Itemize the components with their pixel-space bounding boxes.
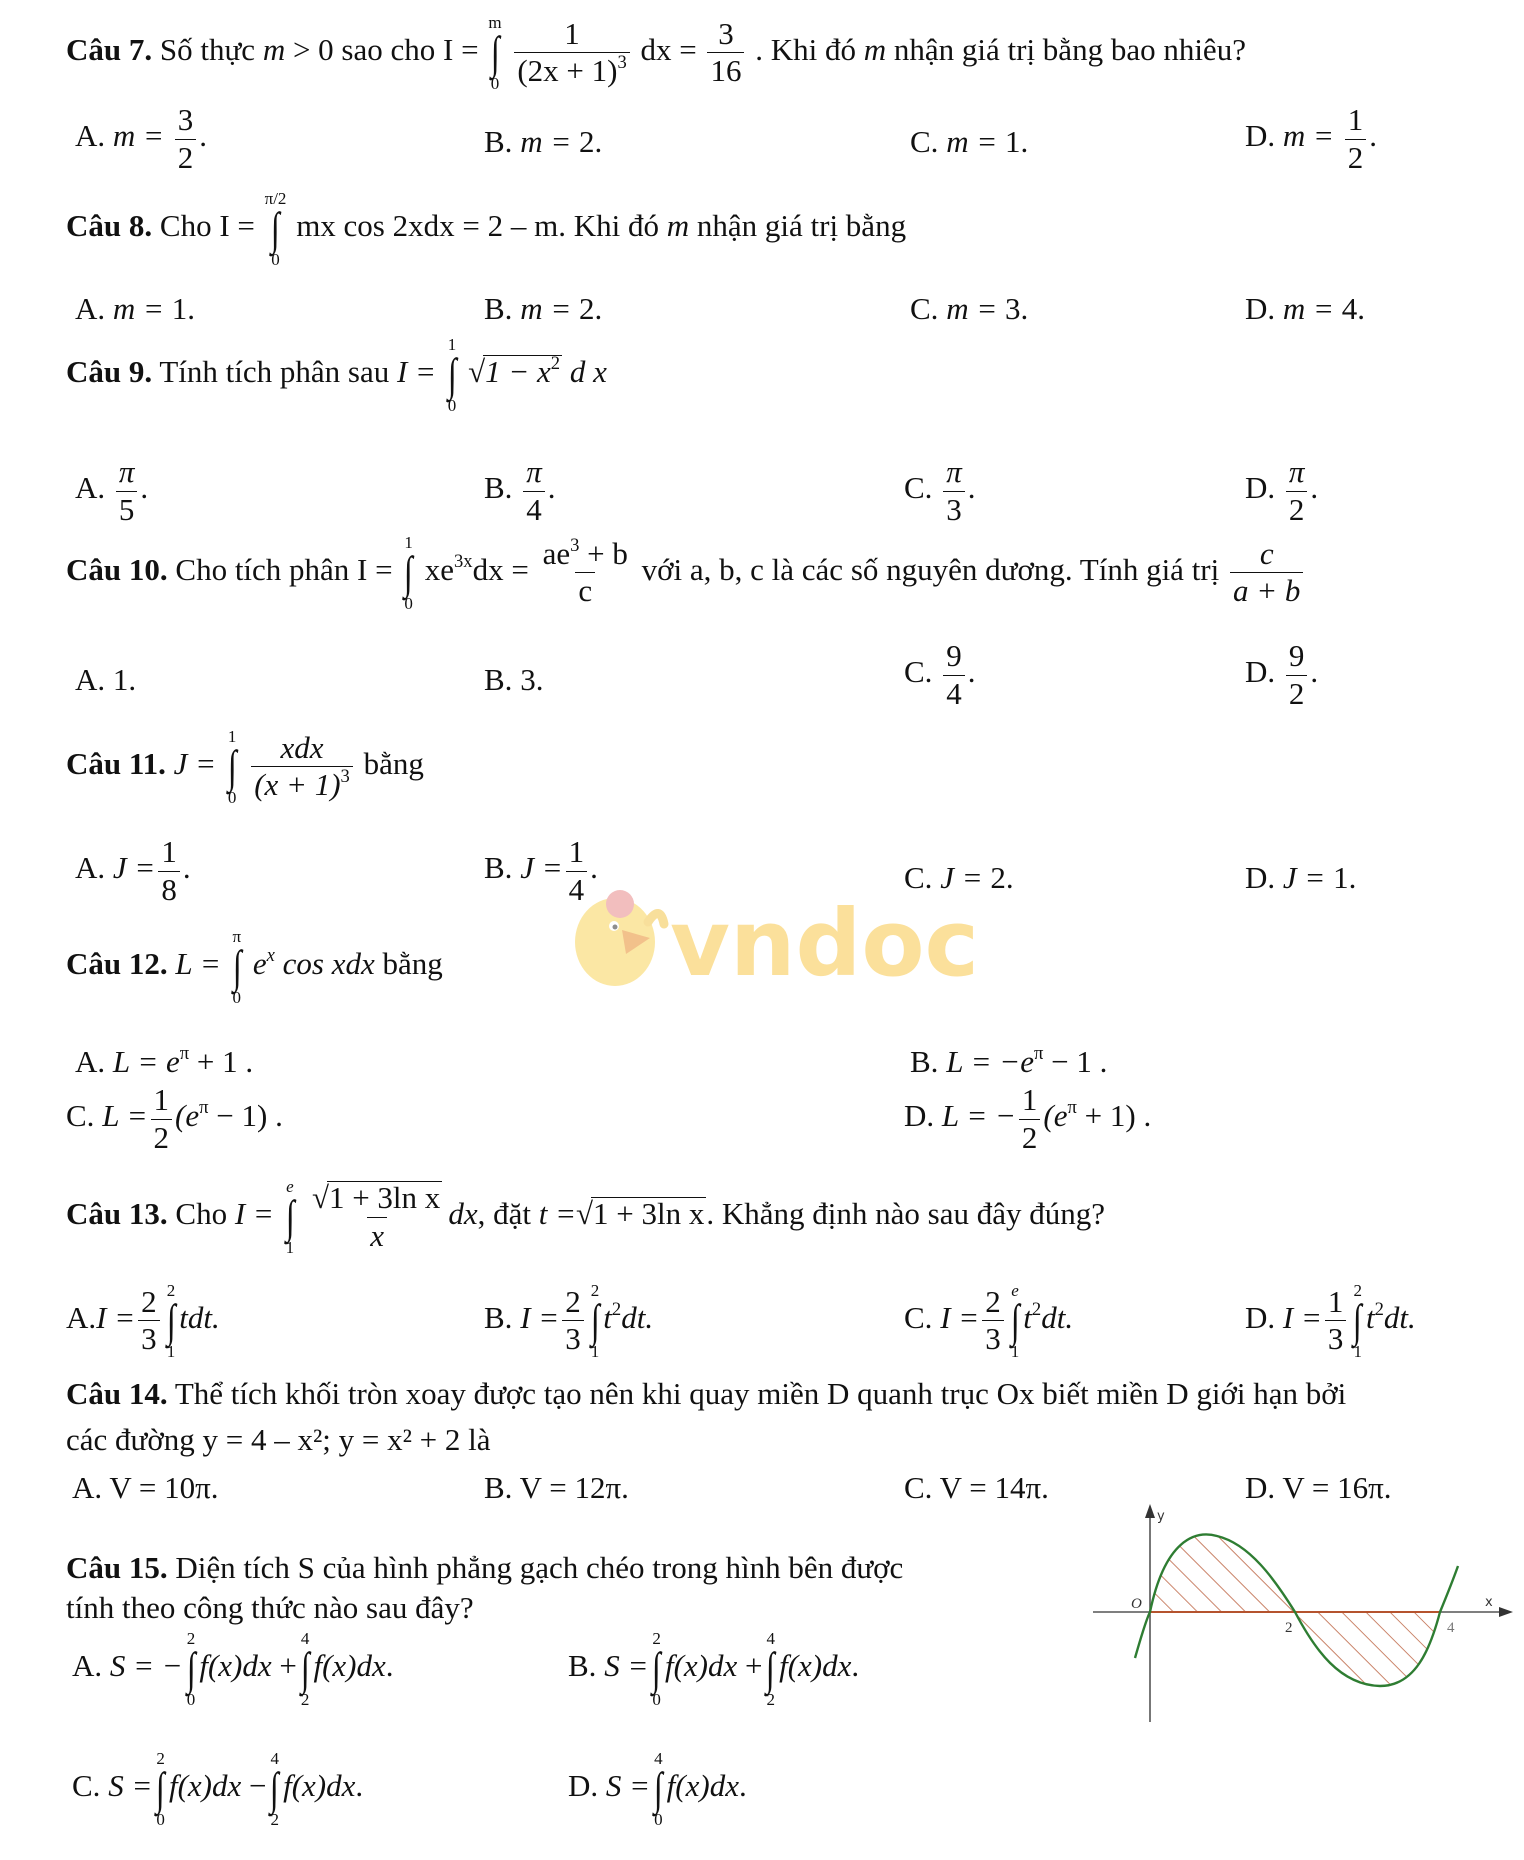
question-12-stem: Câu 12. L = π ∫ 0 $e^x$ cos xdx bằng (66, 927, 443, 1007)
answer-option[interactable]: C. S = 2 ∫ 0 f(x)dx − 4 ∫ 2 f(x)dx. (72, 1749, 364, 1829)
y-axis-arrow-icon (1145, 1504, 1155, 1518)
integral-sign: m ∫ 0 (488, 13, 502, 93)
answer-option[interactable]: B. m = 2. (484, 124, 603, 159)
answer-option[interactable]: B. I = $\frac{2}{3}$ 2 ∫ 1 $t^2dt$. (484, 1281, 654, 1361)
answer-option[interactable]: A. 1. (75, 662, 137, 697)
sqrt-icon: √ (311, 1180, 329, 1216)
answer-option[interactable]: B. 3. (484, 662, 544, 697)
question-10-stem: Câu 10. Cho tích phân I = 1 ∫ 0 $xe^{3x}dx$ = $\frac{ae^3 + b}{c}$ với a, b, c là các số nguyên dương. Tính giá trị $\frac{c}{a + b}$ (66, 534, 1306, 612)
function-graph-figure (1085, 1500, 1524, 1740)
svg-text:vndoc: vndoc (670, 890, 980, 997)
fraction: $\frac{1}{(2x + 1)^3}$ (514, 18, 629, 88)
answer-option[interactable]: C. m = 1. (910, 124, 1029, 159)
answer-option[interactable]: B. S = 2 ∫ 0 f(x)dx + 4 ∫ 2 f(x)dx. (568, 1629, 860, 1709)
question-14-stem-line2: các đường y = 4 – x²; y = x² + 2 là (66, 1422, 491, 1457)
answer-option[interactable]: B. m = 2. (484, 291, 603, 326)
integral-sign: π/2 ∫ 0 (264, 189, 287, 269)
answer-option[interactable]: A. m = 1. (75, 291, 195, 326)
answer-option[interactable]: C. $\frac{9}{4}$ . (904, 638, 976, 711)
answer-option[interactable]: A. m = $\frac{3}{2}$ . (75, 102, 207, 175)
hatched-region-positive (1150, 1535, 1295, 1612)
answer-option[interactable]: C. $\frac{\pi}{3}$ . (904, 454, 976, 527)
answer-option[interactable]: B. J = $\frac{1}{4}$ . (484, 834, 598, 907)
sqrt-icon: √ (576, 1195, 594, 1231)
x-label: x (1485, 1595, 1493, 1610)
vndoc-watermark (560, 880, 980, 1000)
question-14-stem: Câu 14. Thể tích khối tròn xoay được tạo nên khi quay miền D quanh trục Ox biết miền D giới hạn bởi (66, 1376, 1347, 1411)
x-axis-arrow-icon (1499, 1607, 1513, 1617)
chick-mascot-icon (560, 880, 980, 1000)
question-11-stem: Câu 11. J = 1 ∫ 0 $\frac{\text{xdx}}{(x + 1)^3}$ bằng (66, 727, 424, 807)
integral-sign: 1 ∫ 0 (227, 727, 237, 807)
answer-option[interactable]: C. J = 2. (904, 860, 1014, 895)
answer-option[interactable]: D. $\frac{9}{2}$ . (1245, 638, 1319, 711)
answer-option[interactable]: C. m = 3. (910, 291, 1029, 326)
origin-label: O (1131, 1596, 1142, 1612)
answer-option[interactable]: D. m = $\frac{1}{2}$ . (1245, 102, 1377, 175)
answer-option[interactable]: A.I = $\frac{2}{3}$ 2 ∫ 1 tdt. (66, 1281, 220, 1361)
question-7-stem: Câu 7. Số thực m > 0 sao cho I = m ∫ 0 $\frac{1}{(2x + 1)^3}$ dx = $\frac{3}{16}$ . Khi đó m nhận giá trị bằng bao nhiêu? (66, 13, 1246, 93)
question-15-stem-line2: tính theo công thức nào sau đây? (66, 1590, 474, 1625)
y-label: y (1157, 1509, 1165, 1524)
question-15-stem: Câu 15. Diện tích S của hình phẳng gạch chéo trong hình bên được (66, 1550, 904, 1585)
sqrt-icon: √ (468, 353, 486, 389)
answer-option[interactable]: A. J = $\frac{1}{8}$ . (75, 834, 191, 907)
answer-option[interactable]: D. $\frac{\pi}{2}$ . (1245, 454, 1319, 527)
integral-sign: 1 ∫ 0 (404, 533, 414, 613)
integral-sign: π ∫ 0 (232, 927, 242, 1007)
question-13-stem: Câu 13. Cho I = e ∫ 1 $\frac{\text{√1 + 3ln x}}{x}$ dx, đặt t =√1 + 3ln x. Khẳng định nào sau đây đúng? (66, 1177, 1105, 1257)
answer-option[interactable]: C. L = $\frac{1}{2}$ $(e^\pi - 1)$ . (66, 1082, 283, 1155)
answer-option[interactable]: A. V = 10π. (72, 1470, 219, 1505)
answer-option[interactable]: D. L = − $\frac{1}{2}$ $(e^\pi + 1)$ . (904, 1082, 1152, 1155)
answer-option[interactable]: D. V = 16π. (1245, 1470, 1392, 1505)
answer-option[interactable]: C. I = $\frac{2}{3}$ e ∫ 1 $t^2dt$. (904, 1281, 1074, 1361)
answer-option[interactable]: D. m = 4. (1245, 291, 1365, 326)
answer-option[interactable]: C. V = 14π. (904, 1470, 1049, 1505)
tick-label-2: 2 (1285, 1620, 1293, 1636)
answer-option[interactable]: B. $\frac{\pi}{4}$ . (484, 454, 556, 527)
answer-option[interactable]: A. $\frac{\pi}{5}$ . (75, 454, 149, 527)
fraction: $\frac{3}{16}$ (707, 18, 744, 88)
answer-option[interactable]: A. $L = e^\pi + 1$ . (75, 1042, 254, 1079)
answer-option[interactable]: D. J = 1. (1245, 860, 1357, 895)
integral-sign: 1 ∫ 0 (447, 335, 457, 415)
question-9-stem: Câu 9. Tính tích phân sau I = 1 ∫ 0 $√1 - x^2$ d x (66, 335, 607, 415)
tick-label-4: 4 (1447, 1620, 1455, 1636)
answer-option[interactable]: B. $L = -e^\pi - 1$ . (910, 1042, 1108, 1079)
answer-option[interactable]: D. S = 4 ∫ 0 f(x)dx. (568, 1749, 747, 1829)
integral-sign: e ∫ 1 (285, 1177, 295, 1257)
answer-option[interactable]: A. S = − 2 ∫ 0 f(x)dx + 4 ∫ 2 f(x)dx. (72, 1629, 394, 1709)
answer-option[interactable]: D. I = $\frac{1}{3}$ 2 ∫ 1 $t^2dt$. (1245, 1281, 1416, 1361)
question-8-stem: Câu 8. Cho I = π/2 ∫ 0 mx cos 2xdx = 2 – m. Khi đó m nhận giá trị bằng (66, 189, 907, 269)
answer-option[interactable]: B. V = 12π. (484, 1470, 629, 1505)
